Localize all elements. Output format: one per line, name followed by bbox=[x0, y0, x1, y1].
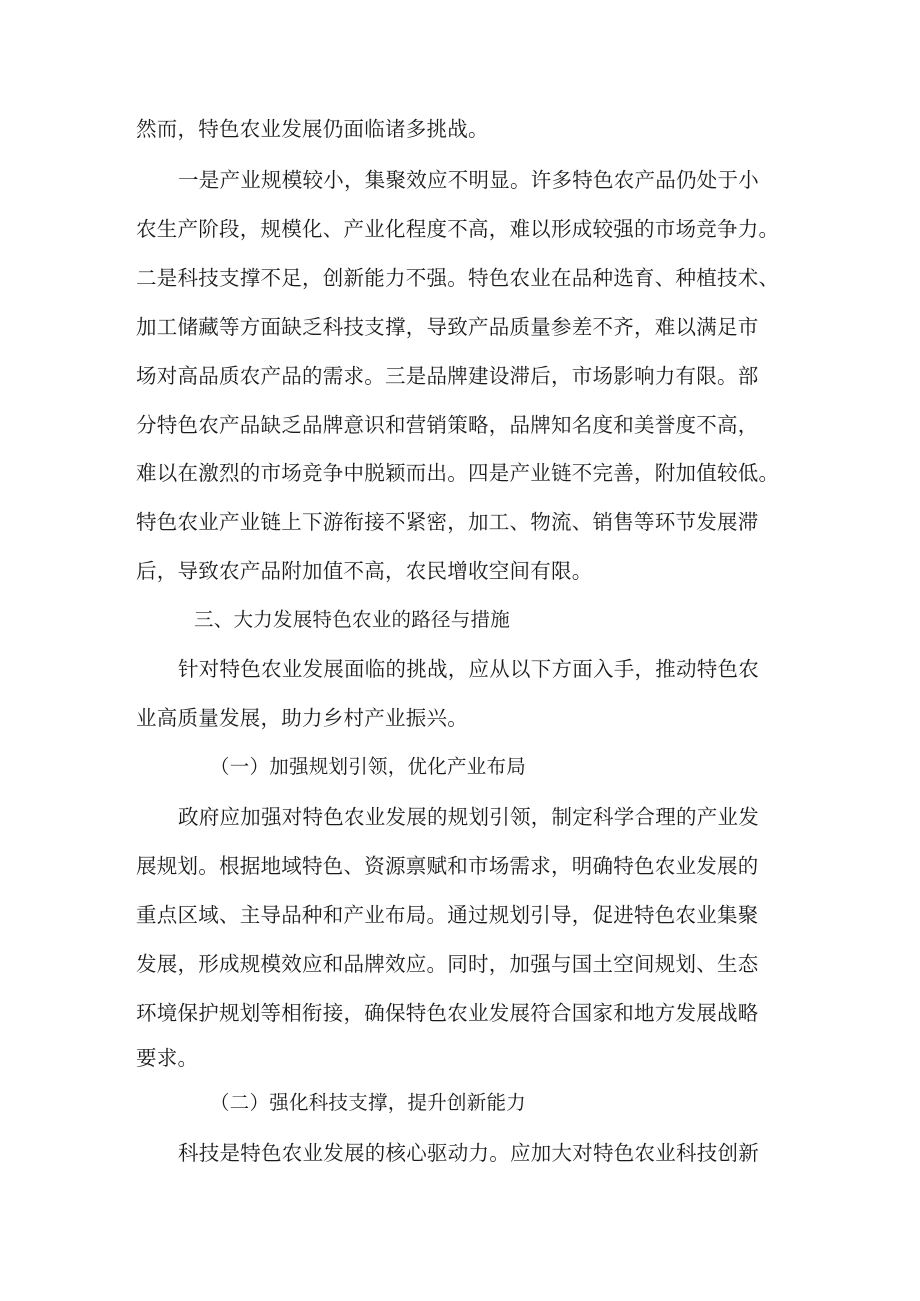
text-line: 难以在激烈的市场竞争中脱颖而出。四是产业链不完善，附加值较低。 bbox=[136, 461, 780, 485]
text-line: 业高质量发展，助力乡村产业振兴。 bbox=[136, 706, 468, 730]
text-line: 重点区域、主导品种和产业布局。通过规划引导，促进特色农业集聚 bbox=[136, 903, 759, 927]
text-line: 政府应加强对特色农业发展的规划引领，制定科学合理的产业发 bbox=[178, 805, 759, 829]
text-line: 然而，特色农业发展仍面临诸多挑战。 bbox=[136, 117, 489, 141]
text-line: 后，导致农产品附加值不高，农民增收空间有限。 bbox=[136, 559, 593, 583]
text-line: 一是产业规模较小，集聚效应不明显。许多特色农产品仍处于小 bbox=[178, 168, 759, 192]
text-line: 分特色农产品缺乏品牌意识和营销策略，品牌知名度和美誉度不高， bbox=[136, 413, 759, 437]
text-line: 科技是特色农业发展的核心驱动力。应加大对特色农业科技创新 bbox=[178, 1141, 759, 1165]
text-line: 展规划。根据地域特色、资源禀赋和市场需求，明确特色农业发展的 bbox=[136, 854, 759, 878]
subsection-heading: （一）加强规划引领，优化产业布局 bbox=[210, 755, 527, 778]
section-heading: 三、大力发展特色农业的路径与措施 bbox=[194, 608, 511, 631]
text-line: 二是科技支撑不足，创新能力不强。特色农业在品种选育、种植技术、 bbox=[136, 266, 780, 290]
text-line: 发展，形成规模效应和品牌效应。同时，加强与国土空间规划、生态 bbox=[136, 952, 759, 976]
text-line: 加工储藏等方面缺乏科技支撑，导致产品质量参差不齐，难以满足市 bbox=[136, 315, 759, 339]
text-line: 针对特色农业发展面临的挑战，应从以下方面入手，推动特色农 bbox=[178, 657, 759, 681]
subsection-heading: （二）强化科技支撑，提升创新能力 bbox=[210, 1091, 527, 1114]
text-line: 特色农业产业链上下游衔接不紧密，加工、物流、销售等环节发展滞 bbox=[136, 510, 759, 534]
text-line: 要求。 bbox=[136, 1046, 199, 1070]
text-line: 环境保护规划等相衔接，确保特色农业发展符合国家和地方发展战略 bbox=[136, 1001, 759, 1025]
text-line: 农生产阶段，规模化、产业化程度不高，难以形成较强的市场竞争力。 bbox=[136, 217, 780, 241]
text-line: 场对高品质农产品的需求。三是品牌建设滞后，市场影响力有限。部 bbox=[136, 364, 759, 388]
